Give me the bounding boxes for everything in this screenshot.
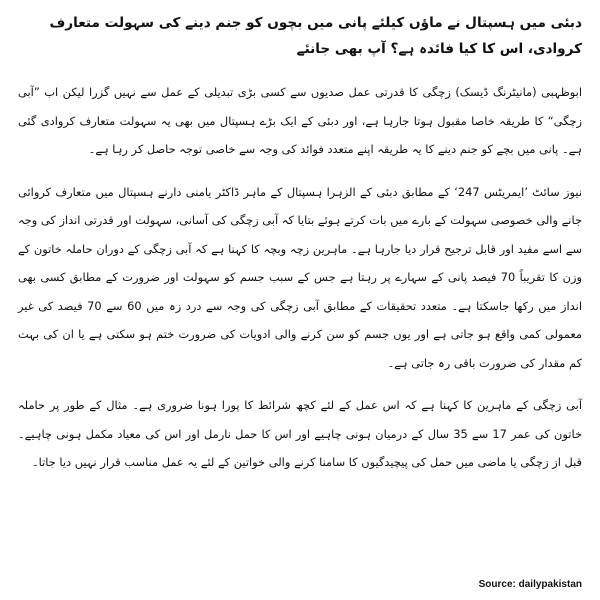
article-paragraph-3: آبی زچگی کے ماہرین کا کہنا ہے کہ اس عمل کے لئے کچھ شرائط کا پورا ہونا ضروری ہے۔ مثال کے طور پر حاملہ خاتون کی عمر 17 سے 35 سال کے درمیان ہونی چاہیے اور اس کا حمل نارمل اور اس کی معیاد مکمل ہونی چاہیے۔ قبل از زچگی یا ماضی میں حمل کی پیچیدگیوں کا سامنا کرنے والی خواتین کے لئے یہ عمل مناسب قرار نہیں دیا جاتا۔ [18, 398, 582, 469]
source-credit: Source: dailypakistan [478, 579, 582, 590]
article-title: دبئی میں ہسپتال نے ماؤں کیلئے پانی میں بچوں کو جنم دینے کی سہولت متعارف کروادی، اس کا کیا فائدہ ہے؟ آپ بھی جانئے [49, 15, 582, 57]
article-paragraph-2: نیوز سائٹ ’ایمریٹس 247‘ کے مطابق دبئی کے الزہرا ہسپتال کے ماہر ڈاکٹر یامنی دارنے ہسپتال میں متعارف کروائی جانے والی خصوصی سہولت کے بارے میں بات کرتے ہوئے بتایا کہ آبی زچگی کی آسانی، سہولت اور قدرتی انداز کی وجہ سے اسے مفید اور قابل ترجیح قرار دیا جارہا ہے۔ ماہرین زچہ وبچہ کا کہنا ہے کہ آبی زچگی کے دوران حاملہ خاتون کے وزن کا تقریباً 70 فیصد پانی کے سہارے پر رہتا ہے جس کے سبب جسم کو سہولت اور ضرورت کے مطابق کسی بھی انداز میں رکھا جاسکتا ہے۔ متعدد تحقیقات کے مطابق آبی زچگی کی وجہ سے درد زہ میں 60 سے 70 فیصد کی غیر معمولی کمی واقع ہو جاتی ہے اور یوں جسم کو سن کرنے والی ادویات کی ضرورت ختم ہو سکتی ہے یا ان کی بہت کم مقدار کی ضرورت باقی رہ جاتی ہے۔ [18, 184, 583, 370]
article-paragraph-1: ابوظہبی (مانیٹرنگ ڈیسک) زچگی کا قدرتی عمل صدیوں سے کسی بڑی تبدیلی کے عمل سے نہیں گزرا لیکن اب ”آبی زچگی“ کا طریقہ خاصا مقبول ہوتا جارہا ہے، اور دبئی کے ایک بڑے ہسپتال میں بھی یہ سہولت متعارف کروادی گئی ہے۔ پانی میں بچے کو جنم دینے کا یہ طریقہ اپنے متعدد فوائد کی وجہ سے خاصی توجہ حاصل کر رہا ہے۔ [18, 85, 582, 156]
